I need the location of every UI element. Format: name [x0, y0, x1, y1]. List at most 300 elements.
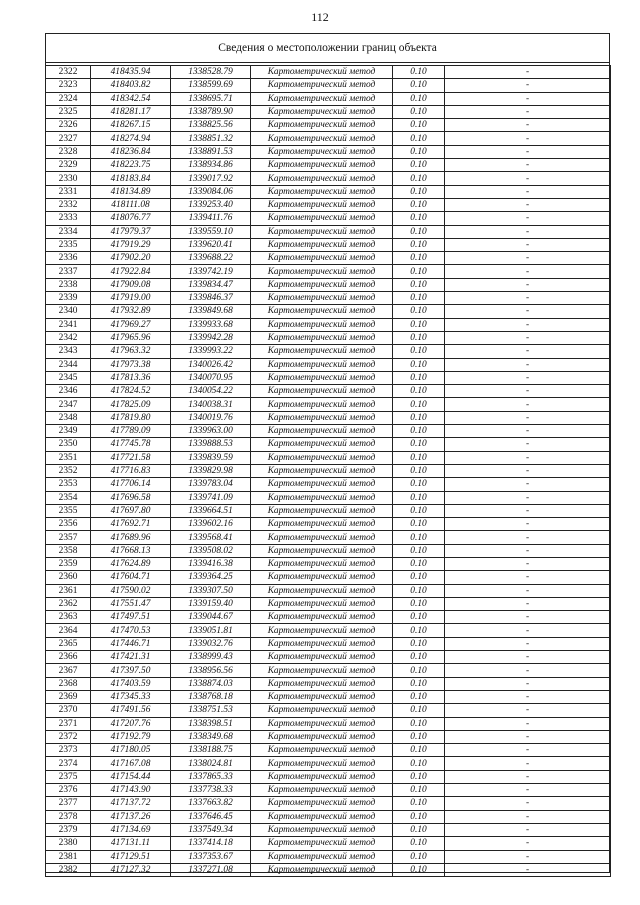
y-coordinate-cell: 1339849.68: [171, 305, 251, 318]
y-coordinate-cell: 1339051.81: [171, 624, 251, 637]
x-coordinate-cell: 417129.51: [91, 850, 171, 863]
description-cell: -: [445, 252, 611, 265]
table-row: [46, 425, 611, 438]
method-cell: Картометрический метод: [251, 225, 393, 238]
description-cell: -: [445, 145, 611, 158]
precision-cell: 0.10: [393, 105, 445, 118]
y-coordinate-cell: 1337414.18: [171, 837, 251, 850]
table-row: [46, 518, 611, 531]
table-row: [46, 132, 611, 145]
point-number-cell: 2349: [46, 425, 91, 438]
table-row: [46, 504, 611, 517]
x-coordinate-cell: 417446.71: [91, 637, 171, 650]
table-row: [46, 664, 611, 677]
x-coordinate-cell: 417979.37: [91, 225, 171, 238]
point-number-cell: 2327: [46, 132, 91, 145]
y-coordinate-cell: 1337663.82: [171, 797, 251, 810]
method-cell: Картометрический метод: [251, 66, 393, 79]
point-number-cell: 2380: [46, 837, 91, 850]
point-number-cell: 2354: [46, 491, 91, 504]
y-coordinate-cell: 1338349.68: [171, 730, 251, 743]
point-number-cell: 2325: [46, 105, 91, 118]
method-cell: Картометрический метод: [251, 265, 393, 278]
y-coordinate-cell: 1338891.53: [171, 145, 251, 158]
table-row: [46, 411, 611, 424]
point-number-cell: 2341: [46, 318, 91, 331]
precision-cell: 0.10: [393, 92, 445, 105]
precision-cell: 0.10: [393, 504, 445, 517]
x-coordinate-cell: 417397.50: [91, 664, 171, 677]
description-cell: -: [445, 651, 611, 664]
point-number-cell: 2370: [46, 704, 91, 717]
x-coordinate-cell: 417813.36: [91, 371, 171, 384]
x-coordinate-cell: 417902.20: [91, 252, 171, 265]
y-coordinate-cell: 1339741.09: [171, 491, 251, 504]
method-cell: Картометрический метод: [251, 717, 393, 730]
table-row: [46, 850, 611, 863]
y-coordinate-cell: 1338851.32: [171, 132, 251, 145]
table-row: [46, 105, 611, 118]
y-coordinate-cell: 1338789.90: [171, 105, 251, 118]
table-row: [46, 79, 611, 92]
description-cell: -: [445, 624, 611, 637]
y-coordinate-cell: 1339933.68: [171, 318, 251, 331]
x-coordinate-cell: 417134.69: [91, 823, 171, 836]
x-coordinate-cell: 417909.08: [91, 278, 171, 291]
precision-cell: 0.10: [393, 252, 445, 265]
method-cell: Картометрический метод: [251, 850, 393, 863]
x-coordinate-cell: 417932.89: [91, 305, 171, 318]
point-number-cell: 2368: [46, 677, 91, 690]
point-number-cell: 2366: [46, 651, 91, 664]
y-coordinate-cell: 1339602.16: [171, 518, 251, 531]
x-coordinate-cell: 417963.32: [91, 345, 171, 358]
y-coordinate-cell: 1339364.25: [171, 571, 251, 584]
method-cell: Картометрический метод: [251, 584, 393, 597]
precision-cell: 0.10: [393, 637, 445, 650]
precision-cell: 0.10: [393, 225, 445, 238]
x-coordinate-cell: 417624.89: [91, 557, 171, 570]
method-cell: Картометрический метод: [251, 79, 393, 92]
x-coordinate-cell: 417922.84: [91, 265, 171, 278]
table-row: [46, 730, 611, 743]
point-number-cell: 2336: [46, 252, 91, 265]
method-cell: Картометрический метод: [251, 451, 393, 464]
y-coordinate-cell: 1340054.22: [171, 385, 251, 398]
precision-cell: 0.10: [393, 305, 445, 318]
precision-cell: 0.10: [393, 66, 445, 79]
point-number-cell: 2355: [46, 504, 91, 517]
precision-cell: 0.10: [393, 331, 445, 344]
x-coordinate-cell: 418183.84: [91, 172, 171, 185]
table-row: [46, 704, 611, 717]
table-row: [46, 145, 611, 158]
point-number-cell: 2350: [46, 438, 91, 451]
x-coordinate-cell: 417131.11: [91, 837, 171, 850]
y-coordinate-cell: 1338398.51: [171, 717, 251, 730]
table-row: [46, 159, 611, 172]
table-row: [46, 770, 611, 783]
y-coordinate-cell: 1337353.67: [171, 850, 251, 863]
x-coordinate-cell: 417137.26: [91, 810, 171, 823]
x-coordinate-cell: 417192.79: [91, 730, 171, 743]
y-coordinate-cell: 1339416.38: [171, 557, 251, 570]
x-coordinate-cell: 418111.08: [91, 198, 171, 211]
table-row: [46, 438, 611, 451]
description-cell: -: [445, 823, 611, 836]
precision-cell: 0.10: [393, 664, 445, 677]
precision-cell: 0.10: [393, 478, 445, 491]
point-number-cell: 2326: [46, 119, 91, 132]
table-row: [46, 318, 611, 331]
x-coordinate-cell: 417697.80: [91, 504, 171, 517]
x-coordinate-cell: 417491.56: [91, 704, 171, 717]
description-cell: -: [445, 704, 611, 717]
method-cell: Картометрический метод: [251, 185, 393, 198]
method-cell: Картометрический метод: [251, 518, 393, 531]
method-cell: Картометрический метод: [251, 571, 393, 584]
x-coordinate-cell: 417421.31: [91, 651, 171, 664]
table-row: [46, 385, 611, 398]
y-coordinate-cell: 1339032.76: [171, 637, 251, 650]
precision-cell: 0.10: [393, 464, 445, 477]
x-coordinate-cell: 418274.94: [91, 132, 171, 145]
point-number-cell: 2381: [46, 850, 91, 863]
precision-cell: 0.10: [393, 571, 445, 584]
description-cell: -: [445, 863, 611, 876]
point-number-cell: 2333: [46, 212, 91, 225]
method-cell: Картометрический метод: [251, 837, 393, 850]
description-cell: -: [445, 744, 611, 757]
method-cell: Картометрический метод: [251, 690, 393, 703]
precision-cell: 0.10: [393, 119, 445, 132]
point-number-cell: 2329: [46, 159, 91, 172]
description-cell: -: [445, 518, 611, 531]
description-cell: -: [445, 265, 611, 278]
method-cell: Картометрический метод: [251, 491, 393, 504]
description-cell: -: [445, 464, 611, 477]
y-coordinate-cell: 1340019.76: [171, 411, 251, 424]
y-coordinate-cell: 1339783.04: [171, 478, 251, 491]
table-row: [46, 823, 611, 836]
precision-cell: 0.10: [393, 411, 445, 424]
precision-cell: 0.10: [393, 677, 445, 690]
point-number-cell: 2344: [46, 358, 91, 371]
description-cell: -: [445, 438, 611, 451]
description-cell: -: [445, 185, 611, 198]
x-coordinate-cell: 418435.94: [91, 66, 171, 79]
point-number-cell: 2339: [46, 292, 91, 305]
description-cell: -: [445, 478, 611, 491]
x-coordinate-cell: 417551.47: [91, 597, 171, 610]
table-row: [46, 252, 611, 265]
precision-cell: 0.10: [393, 145, 445, 158]
precision-cell: 0.10: [393, 212, 445, 225]
y-coordinate-cell: 1339307.50: [171, 584, 251, 597]
point-number-cell: 2361: [46, 584, 91, 597]
precision-cell: 0.10: [393, 837, 445, 850]
y-coordinate-cell: 1339834.47: [171, 278, 251, 291]
description-cell: -: [445, 531, 611, 544]
precision-cell: 0.10: [393, 451, 445, 464]
table-row: [46, 690, 611, 703]
description-cell: -: [445, 690, 611, 703]
table-row: [46, 198, 611, 211]
method-cell: Картометрический метод: [251, 331, 393, 344]
x-coordinate-cell: 417470.53: [91, 624, 171, 637]
table-row: [46, 717, 611, 730]
x-coordinate-cell: 417973.38: [91, 358, 171, 371]
table-row: [46, 810, 611, 823]
section-title: Сведения о местоположении границ объекта: [46, 34, 609, 63]
table-row: [46, 837, 611, 850]
table-row: [46, 557, 611, 570]
table-row: [46, 451, 611, 464]
point-number-cell: 2356: [46, 518, 91, 531]
precision-cell: 0.10: [393, 651, 445, 664]
method-cell: Картометрический метод: [251, 770, 393, 783]
method-cell: Картометрический метод: [251, 132, 393, 145]
description-cell: -: [445, 664, 611, 677]
y-coordinate-cell: 1339942.28: [171, 331, 251, 344]
description-cell: -: [445, 172, 611, 185]
precision-cell: 0.10: [393, 79, 445, 92]
y-coordinate-cell: 1339017.92: [171, 172, 251, 185]
method-cell: Картометрический метод: [251, 318, 393, 331]
table-row: [46, 478, 611, 491]
y-coordinate-cell: 1338024.81: [171, 757, 251, 770]
description-cell: -: [445, 730, 611, 743]
description-cell: -: [445, 571, 611, 584]
table-row: [46, 185, 611, 198]
point-number-cell: 2348: [46, 411, 91, 424]
point-number-cell: 2332: [46, 198, 91, 211]
method-cell: Картометрический метод: [251, 597, 393, 610]
precision-cell: 0.10: [393, 597, 445, 610]
point-number-cell: 2357: [46, 531, 91, 544]
x-coordinate-cell: 418403.82: [91, 79, 171, 92]
x-coordinate-cell: 417824.52: [91, 385, 171, 398]
table-row: [46, 292, 611, 305]
method-cell: Картометрический метод: [251, 398, 393, 411]
y-coordinate-cell: 1338599.69: [171, 79, 251, 92]
description-cell: -: [445, 132, 611, 145]
table-row: [46, 597, 611, 610]
point-number-cell: 2376: [46, 784, 91, 797]
description-cell: -: [445, 491, 611, 504]
method-cell: Картометрический метод: [251, 345, 393, 358]
description-cell: -: [445, 557, 611, 570]
point-number-cell: 2340: [46, 305, 91, 318]
method-cell: Картометрический метод: [251, 119, 393, 132]
x-coordinate-cell: 417706.14: [91, 478, 171, 491]
description-cell: -: [445, 398, 611, 411]
description-cell: -: [445, 331, 611, 344]
precision-cell: 0.10: [393, 265, 445, 278]
table-row: [46, 651, 611, 664]
description-cell: -: [445, 159, 611, 172]
y-coordinate-cell: 1339839.59: [171, 451, 251, 464]
x-coordinate-cell: 417207.76: [91, 717, 171, 730]
method-cell: Картометрический метод: [251, 557, 393, 570]
precision-cell: 0.10: [393, 531, 445, 544]
x-coordinate-cell: 417345.33: [91, 690, 171, 703]
point-number-cell: 2343: [46, 345, 91, 358]
point-number-cell: 2371: [46, 717, 91, 730]
precision-cell: 0.10: [393, 238, 445, 251]
precision-cell: 0.10: [393, 797, 445, 810]
description-cell: -: [445, 597, 611, 610]
precision-cell: 0.10: [393, 318, 445, 331]
method-cell: Картометрический метод: [251, 478, 393, 491]
x-coordinate-cell: 417127.32: [91, 863, 171, 876]
y-coordinate-cell: 1339688.22: [171, 252, 251, 265]
method-cell: Картометрический метод: [251, 544, 393, 557]
y-coordinate-cell: 1339829.98: [171, 464, 251, 477]
y-coordinate-cell: 1338695.71: [171, 92, 251, 105]
x-coordinate-cell: 417745.78: [91, 438, 171, 451]
point-number-cell: 2367: [46, 664, 91, 677]
y-coordinate-cell: 1338934.86: [171, 159, 251, 172]
boundary-coordinates-table: [45, 65, 611, 877]
precision-cell: 0.10: [393, 757, 445, 770]
x-coordinate-cell: 418342.54: [91, 92, 171, 105]
y-coordinate-cell: 1339508.02: [171, 544, 251, 557]
method-cell: Картометрический метод: [251, 385, 393, 398]
precision-cell: 0.10: [393, 730, 445, 743]
x-coordinate-cell: 417604.71: [91, 571, 171, 584]
description-cell: -: [445, 212, 611, 225]
x-coordinate-cell: 417965.96: [91, 331, 171, 344]
x-coordinate-cell: 418236.84: [91, 145, 171, 158]
description-cell: -: [445, 611, 611, 624]
precision-cell: 0.10: [393, 584, 445, 597]
y-coordinate-cell: 1339664.51: [171, 504, 251, 517]
table-row: [46, 571, 611, 584]
table-row: [46, 358, 611, 371]
table-row: [46, 172, 611, 185]
table-row: [46, 744, 611, 757]
point-number-cell: 2363: [46, 611, 91, 624]
x-coordinate-cell: 417143.90: [91, 784, 171, 797]
method-cell: Картометрический метод: [251, 531, 393, 544]
method-cell: Картометрический метод: [251, 252, 393, 265]
precision-cell: 0.10: [393, 292, 445, 305]
description-cell: -: [445, 66, 611, 79]
y-coordinate-cell: 1339044.67: [171, 611, 251, 624]
precision-cell: 0.10: [393, 770, 445, 783]
precision-cell: 0.10: [393, 611, 445, 624]
method-cell: Картометрический метод: [251, 198, 393, 211]
description-cell: -: [445, 757, 611, 770]
description-cell: -: [445, 119, 611, 132]
description-cell: -: [445, 79, 611, 92]
precision-cell: 0.10: [393, 185, 445, 198]
x-coordinate-cell: 417969.27: [91, 318, 171, 331]
x-coordinate-cell: 417403.59: [91, 677, 171, 690]
y-coordinate-cell: 1337738.33: [171, 784, 251, 797]
precision-cell: 0.10: [393, 491, 445, 504]
y-coordinate-cell: 1338825.56: [171, 119, 251, 132]
y-coordinate-cell: 1339084.06: [171, 185, 251, 198]
description-cell: -: [445, 584, 611, 597]
precision-cell: 0.10: [393, 371, 445, 384]
x-coordinate-cell: 418223.75: [91, 159, 171, 172]
method-cell: Картометрический метод: [251, 730, 393, 743]
description-cell: -: [445, 371, 611, 384]
point-number-cell: 2378: [46, 810, 91, 823]
method-cell: Картометрический метод: [251, 212, 393, 225]
precision-cell: 0.10: [393, 744, 445, 757]
method-cell: Картометрический метод: [251, 438, 393, 451]
point-number-cell: 2342: [46, 331, 91, 344]
precision-cell: 0.10: [393, 159, 445, 172]
y-coordinate-cell: 1340026.42: [171, 358, 251, 371]
x-coordinate-cell: 417180.05: [91, 744, 171, 757]
method-cell: Картометрический метод: [251, 757, 393, 770]
method-cell: Картометрический метод: [251, 371, 393, 384]
point-number-cell: 2338: [46, 278, 91, 291]
method-cell: Картометрический метод: [251, 810, 393, 823]
y-coordinate-cell: 1338768.18: [171, 690, 251, 703]
table-row: [46, 637, 611, 650]
x-coordinate-cell: 417590.02: [91, 584, 171, 597]
table-row: [46, 238, 611, 251]
table-row: [46, 225, 611, 238]
description-cell: -: [445, 292, 611, 305]
y-coordinate-cell: 1338874.03: [171, 677, 251, 690]
table-row: [46, 265, 611, 278]
x-coordinate-cell: 417919.00: [91, 292, 171, 305]
x-coordinate-cell: 417721.58: [91, 451, 171, 464]
y-coordinate-cell: 1339559.10: [171, 225, 251, 238]
y-coordinate-cell: 1340070.95: [171, 371, 251, 384]
point-number-cell: 2330: [46, 172, 91, 185]
point-number-cell: 2352: [46, 464, 91, 477]
method-cell: Картометрический метод: [251, 637, 393, 650]
description-cell: -: [445, 544, 611, 557]
description-cell: -: [445, 797, 611, 810]
table-row: [46, 491, 611, 504]
y-coordinate-cell: 1338999.43: [171, 651, 251, 664]
table-row: [46, 119, 611, 132]
table-body: [46, 66, 611, 877]
point-number-cell: 2324: [46, 92, 91, 105]
y-coordinate-cell: 1339159.40: [171, 597, 251, 610]
precision-cell: 0.10: [393, 690, 445, 703]
description-cell: -: [445, 770, 611, 783]
x-coordinate-cell: 417154.44: [91, 770, 171, 783]
y-coordinate-cell: 1338188.75: [171, 744, 251, 757]
x-coordinate-cell: 417137.72: [91, 797, 171, 810]
x-coordinate-cell: 418076.77: [91, 212, 171, 225]
point-number-cell: 2345: [46, 371, 91, 384]
page-number: 112: [311, 10, 329, 24]
table-row: [46, 305, 611, 318]
point-number-cell: 2374: [46, 757, 91, 770]
point-number-cell: 2375: [46, 770, 91, 783]
description-cell: -: [445, 677, 611, 690]
method-cell: Картометрический метод: [251, 664, 393, 677]
point-number-cell: 2346: [46, 385, 91, 398]
point-number-cell: 2377: [46, 797, 91, 810]
x-coordinate-cell: 418281.17: [91, 105, 171, 118]
x-coordinate-cell: 417689.96: [91, 531, 171, 544]
method-cell: Картометрический метод: [251, 704, 393, 717]
precision-cell: 0.10: [393, 784, 445, 797]
table-row: [46, 797, 611, 810]
x-coordinate-cell: 417825.09: [91, 398, 171, 411]
